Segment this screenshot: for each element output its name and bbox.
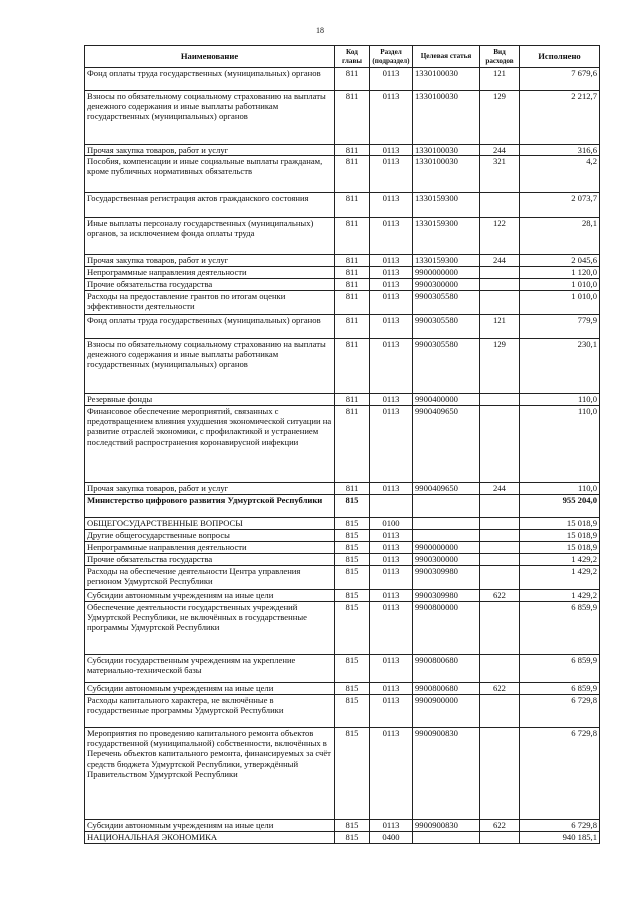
row-target-item-cell: 1330100030	[413, 156, 480, 193]
row-expense-type-cell: 244	[480, 145, 520, 156]
row-executed-amount-cell: 2 212,7	[520, 91, 600, 145]
table-row	[85, 566, 600, 590]
row-chapter-code-cell: 815	[335, 530, 370, 542]
row-target-item-cell: 9900309980	[413, 566, 480, 590]
row-expense-type-cell	[480, 193, 520, 218]
row-name-cell: Взносы по обязательному социальному страхованию на выплаты денежного содержания и иные выплаты работникам государственных (муниципальных) органов	[85, 91, 335, 145]
row-executed-amount-cell: 6 729,8	[520, 695, 600, 728]
table-row	[85, 483, 600, 495]
row-executed-amount-cell: 1 010,0	[520, 279, 600, 291]
table-row	[85, 406, 600, 483]
row-executed-amount-cell: 940 185,1	[520, 832, 600, 844]
row-expense-type-cell	[480, 267, 520, 279]
row-target-item-cell: 9900309980	[413, 590, 480, 602]
row-name-cell: Министерство цифрового развития Удмуртской Республики	[85, 495, 335, 518]
table-row	[85, 655, 600, 683]
row-section-cell: 0113	[370, 728, 413, 820]
row-executed-amount-cell: 316,6	[520, 145, 600, 156]
row-executed-amount-cell: 7 679,6	[520, 68, 600, 91]
table-row	[85, 91, 600, 145]
row-section-cell: 0113	[370, 339, 413, 394]
row-section-cell: 0113	[370, 394, 413, 406]
row-expense-type-cell	[480, 728, 520, 820]
table-row	[85, 728, 600, 820]
row-section-cell: 0113	[370, 530, 413, 542]
row-target-item-cell: 9900800680	[413, 655, 480, 683]
row-target-item-cell	[413, 530, 480, 542]
table-row	[85, 315, 600, 339]
row-section-cell: 0113	[370, 406, 413, 483]
page-number: 18	[316, 26, 324, 35]
row-section-cell: 0113	[370, 820, 413, 832]
row-chapter-code-cell: 815	[335, 820, 370, 832]
row-section-cell: 0113	[370, 590, 413, 602]
row-name-cell: Другие общегосударственные вопросы	[85, 530, 335, 542]
row-chapter-code-cell: 815	[335, 655, 370, 683]
table-row	[85, 68, 600, 91]
row-target-item-cell: 9900000000	[413, 542, 480, 554]
row-target-item-cell: 9900000000	[413, 267, 480, 279]
row-chapter-code-cell: 811	[335, 218, 370, 255]
row-chapter-code-cell: 815	[335, 728, 370, 820]
row-executed-amount-cell: 1 120,0	[520, 267, 600, 279]
row-expense-type-cell	[480, 394, 520, 406]
row-chapter-code-cell: 811	[335, 394, 370, 406]
row-name-cell: Расходы на предоставление грантов по итогам оценки эффективности деятельности	[85, 291, 335, 315]
table-row	[85, 590, 600, 602]
row-executed-amount-cell: 6 859,9	[520, 602, 600, 655]
row-target-item-cell: 9900800000	[413, 602, 480, 655]
row-chapter-code-cell: 815	[335, 518, 370, 530]
table-row	[85, 267, 600, 279]
row-chapter-code-cell: 811	[335, 156, 370, 193]
row-name-cell: Непрограммные направления деятельности	[85, 267, 335, 279]
row-chapter-code-cell: 815	[335, 542, 370, 554]
row-chapter-code-cell: 811	[335, 267, 370, 279]
table-row	[85, 518, 600, 530]
table-row	[85, 279, 600, 291]
row-executed-amount-cell: 1 010,0	[520, 291, 600, 315]
row-expense-type-cell	[480, 554, 520, 566]
row-section-cell: 0113	[370, 554, 413, 566]
table-row	[85, 683, 600, 695]
row-expense-type-cell: 622	[480, 590, 520, 602]
row-expense-type-cell	[480, 602, 520, 655]
row-section-cell: 0113	[370, 483, 413, 495]
row-name-cell: ОБЩЕГОСУДАРСТВЕННЫЕ ВОПРОСЫ	[85, 518, 335, 530]
row-chapter-code-cell: 815	[335, 554, 370, 566]
row-target-item-cell: 9900800680	[413, 683, 480, 695]
row-target-item-cell: 1330159300	[413, 218, 480, 255]
row-expense-type-cell: 121	[480, 68, 520, 91]
row-name-cell: НАЦИОНАЛЬНАЯ ЭКОНОМИКА	[85, 832, 335, 844]
row-executed-amount-cell: 2 045,6	[520, 255, 600, 267]
row-expense-type-cell: 122	[480, 218, 520, 255]
row-target-item-cell: 1330100030	[413, 91, 480, 145]
row-section-cell: 0113	[370, 91, 413, 145]
row-name-cell: Субсидии государственным учреждениям на укрепление материально-технической базы	[85, 655, 335, 683]
row-chapter-code-cell: 811	[335, 406, 370, 483]
row-target-item-cell	[413, 518, 480, 530]
row-section-cell: 0113	[370, 145, 413, 156]
row-target-item-cell: 9900900830	[413, 820, 480, 832]
row-name-cell: Финансовое обеспечение мероприятий, связанных с предотвращением влияния ухудшения экономической ситуации на развитие отраслей экономики, с профилактикой и устранением последствий распространения коронавирусной инфекции	[85, 406, 335, 483]
row-target-item-cell: 1330159300	[413, 193, 480, 218]
row-chapter-code-cell: 815	[335, 590, 370, 602]
table-row	[85, 145, 600, 156]
row-target-item-cell: 9900305580	[413, 339, 480, 394]
row-section-cell: 0113	[370, 193, 413, 218]
row-name-cell: Субсидии автономным учреждениям на иные цели	[85, 820, 335, 832]
row-executed-amount-cell: 4,2	[520, 156, 600, 193]
table-row	[85, 695, 600, 728]
row-name-cell: Государственная регистрация актов гражданского состояния	[85, 193, 335, 218]
header-name: Наименование	[85, 46, 335, 68]
row-name-cell: Непрограммные направления деятельности	[85, 542, 335, 554]
row-executed-amount-cell: 779,9	[520, 315, 600, 339]
row-target-item-cell: 9900400000	[413, 394, 480, 406]
row-executed-amount-cell: 110,0	[520, 406, 600, 483]
row-section-cell: 0113	[370, 279, 413, 291]
row-section-cell: 0113	[370, 267, 413, 279]
row-executed-amount-cell: 1 429,2	[520, 590, 600, 602]
row-section-cell: 0100	[370, 518, 413, 530]
table-row	[85, 394, 600, 406]
row-chapter-code-cell: 811	[335, 68, 370, 91]
row-expense-type-cell: 244	[480, 255, 520, 267]
row-executed-amount-cell: 6 729,8	[520, 820, 600, 832]
row-executed-amount-cell: 230,1	[520, 339, 600, 394]
row-expense-type-cell: 622	[480, 820, 520, 832]
row-name-cell: Пособия, компенсации и иные социальные выплаты гражданам, кроме публичных нормативных обязательств	[85, 156, 335, 193]
row-executed-amount-cell: 15 018,9	[520, 518, 600, 530]
row-expense-type-cell: 321	[480, 156, 520, 193]
row-executed-amount-cell: 110,0	[520, 394, 600, 406]
row-executed-amount-cell: 6 859,9	[520, 683, 600, 695]
row-target-item-cell: 9900409650	[413, 483, 480, 495]
row-section-cell: 0113	[370, 68, 413, 91]
row-chapter-code-cell: 811	[335, 255, 370, 267]
row-name-cell: Фонд оплаты труда государственных (муниципальных) органов	[85, 68, 335, 91]
table-row	[85, 291, 600, 315]
row-chapter-code-cell: 811	[335, 145, 370, 156]
row-section-cell	[370, 495, 413, 518]
table-row	[85, 339, 600, 394]
row-name-cell: Прочая закупка товаров, работ и услуг	[85, 255, 335, 267]
row-chapter-code-cell: 815	[335, 683, 370, 695]
table-row	[85, 554, 600, 566]
row-section-cell: 0113	[370, 291, 413, 315]
row-section-cell: 0113	[370, 695, 413, 728]
table-row	[85, 255, 600, 267]
row-name-cell: Прочие обязательства государства	[85, 279, 335, 291]
row-chapter-code-cell: 811	[335, 291, 370, 315]
row-section-cell: 0113	[370, 566, 413, 590]
table-row	[85, 218, 600, 255]
table-row	[85, 495, 600, 518]
table-row	[85, 193, 600, 218]
row-executed-amount-cell: 2 073,7	[520, 193, 600, 218]
row-chapter-code-cell: 815	[335, 695, 370, 728]
row-chapter-code-cell: 811	[335, 279, 370, 291]
row-expense-type-cell	[480, 832, 520, 844]
row-expense-type-cell	[480, 655, 520, 683]
header-chapter-code: Код главы	[335, 46, 370, 68]
row-executed-amount-cell: 955 204,0	[520, 495, 600, 518]
row-section-cell: 0113	[370, 315, 413, 339]
table-row	[85, 832, 600, 844]
row-chapter-code-cell: 811	[335, 193, 370, 218]
row-target-item-cell: 9900300000	[413, 554, 480, 566]
table-row	[85, 820, 600, 832]
row-executed-amount-cell: 1 429,2	[520, 554, 600, 566]
row-name-cell: Обеспечение деятельности государственных учреждений Удмуртской Республики, не включённых в государственные программы Удмуртской Республики	[85, 602, 335, 655]
row-section-cell: 0400	[370, 832, 413, 844]
row-expense-type-cell	[480, 695, 520, 728]
row-expense-type-cell: 121	[480, 315, 520, 339]
table-header-row	[85, 46, 600, 68]
header-expense-type: Вид расходов	[480, 46, 520, 68]
row-executed-amount-cell: 15 018,9	[520, 530, 600, 542]
row-section-cell: 0113	[370, 542, 413, 554]
row-chapter-code-cell: 815	[335, 566, 370, 590]
row-expense-type-cell	[480, 279, 520, 291]
row-section-cell: 0113	[370, 255, 413, 267]
row-executed-amount-cell: 6 859,9	[520, 655, 600, 683]
row-name-cell: Прочие обязательства государства	[85, 554, 335, 566]
row-executed-amount-cell: 15 018,9	[520, 542, 600, 554]
row-section-cell: 0113	[370, 655, 413, 683]
row-chapter-code-cell: 811	[335, 339, 370, 394]
row-name-cell: Иные выплаты персоналу государственных (муниципальных) органов, за исключением фонда оплаты труда	[85, 218, 335, 255]
row-name-cell: Взносы по обязательному социальному страхованию на выплаты денежного содержания и иные выплаты работникам государственных (муниципальных) органов	[85, 339, 335, 394]
table-row	[85, 530, 600, 542]
row-expense-type-cell	[480, 406, 520, 483]
table-body	[85, 68, 600, 844]
row-section-cell: 0113	[370, 602, 413, 655]
row-expense-type-cell	[480, 530, 520, 542]
row-target-item-cell: 1330100030	[413, 145, 480, 156]
header-executed: Исполнено	[520, 46, 600, 68]
row-name-cell: Субсидии автономным учреждениям на иные цели	[85, 590, 335, 602]
row-name-cell: Прочая закупка товаров, работ и услуг	[85, 483, 335, 495]
row-target-item-cell: 9900305580	[413, 315, 480, 339]
row-target-item-cell: 9900409650	[413, 406, 480, 483]
row-expense-type-cell	[480, 566, 520, 590]
row-name-cell: Расходы на обеспечение деятельности Центра управления регионом Удмуртской Республики	[85, 566, 335, 590]
budget-execution-table	[84, 45, 600, 844]
row-target-item-cell: 1330100030	[413, 68, 480, 91]
row-executed-amount-cell: 28,1	[520, 218, 600, 255]
row-expense-type-cell	[480, 495, 520, 518]
table-row	[85, 156, 600, 193]
row-chapter-code-cell: 815	[335, 495, 370, 518]
row-target-item-cell: 9900900830	[413, 728, 480, 820]
table-row	[85, 602, 600, 655]
row-expense-type-cell	[480, 542, 520, 554]
row-expense-type-cell	[480, 518, 520, 530]
row-name-cell: Прочая закупка товаров, работ и услуг	[85, 145, 335, 156]
row-expense-type-cell: 244	[480, 483, 520, 495]
row-target-item-cell	[413, 832, 480, 844]
row-target-item-cell	[413, 495, 480, 518]
row-name-cell: Резервные фонды	[85, 394, 335, 406]
table-row	[85, 542, 600, 554]
row-expense-type-cell: 622	[480, 683, 520, 695]
row-executed-amount-cell: 110,0	[520, 483, 600, 495]
row-expense-type-cell: 129	[480, 339, 520, 394]
header-target-item: Целевая статья	[413, 46, 480, 68]
row-expense-type-cell: 129	[480, 91, 520, 145]
row-name-cell: Субсидии автономным учреждениям на иные цели	[85, 683, 335, 695]
row-target-item-cell: 9900300000	[413, 279, 480, 291]
row-chapter-code-cell: 811	[335, 91, 370, 145]
row-name-cell: Фонд оплаты труда государственных (муниципальных) органов	[85, 315, 335, 339]
row-section-cell: 0113	[370, 156, 413, 193]
row-chapter-code-cell: 815	[335, 832, 370, 844]
row-chapter-code-cell: 811	[335, 483, 370, 495]
row-chapter-code-cell: 811	[335, 315, 370, 339]
row-section-cell: 0113	[370, 218, 413, 255]
row-target-item-cell: 9900900000	[413, 695, 480, 728]
row-chapter-code-cell: 815	[335, 602, 370, 655]
row-section-cell: 0113	[370, 683, 413, 695]
row-name-cell: Расходы капитального характера, не включённые в государственные программы Удмуртской Республики	[85, 695, 335, 728]
row-target-item-cell: 1330159300	[413, 255, 480, 267]
row-expense-type-cell	[480, 291, 520, 315]
header-section: Раздел (подраздел)	[370, 46, 413, 68]
row-executed-amount-cell: 6 729,8	[520, 728, 600, 820]
row-name-cell: Мероприятия по проведению капитального ремонта объектов государственной (муниципальной) собственности, включённых в Перечень объектов капитального ремонта, финансируемых за счёт средств бюджета Удмуртской Республики, утверждённый Правительством Удмуртской Республики	[85, 728, 335, 820]
row-target-item-cell: 9900305580	[413, 291, 480, 315]
row-executed-amount-cell: 1 429,2	[520, 566, 600, 590]
